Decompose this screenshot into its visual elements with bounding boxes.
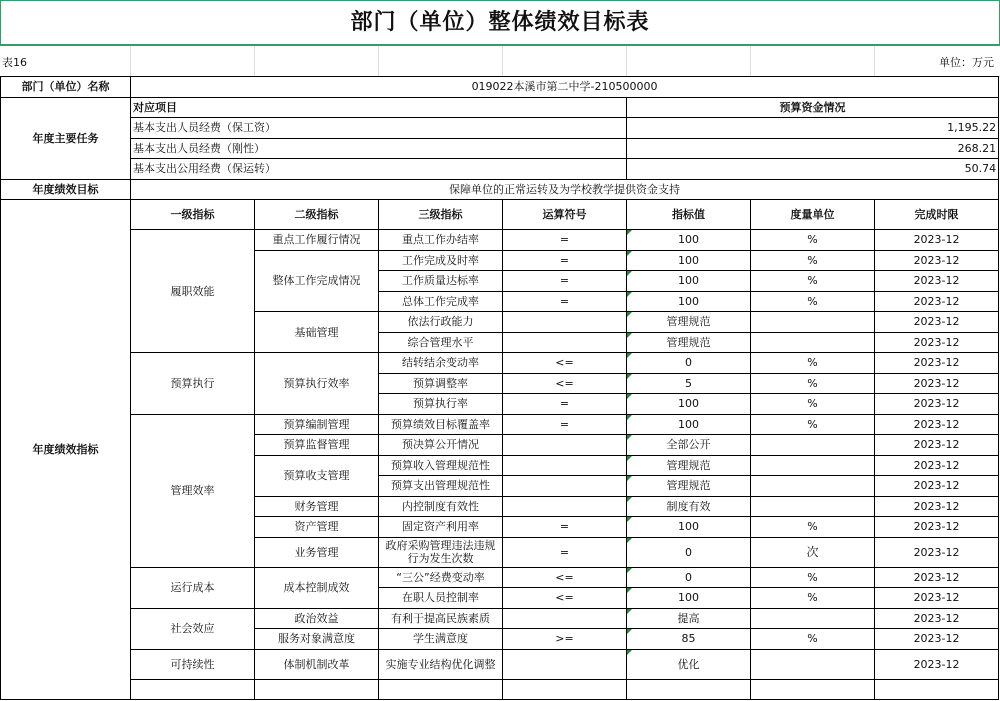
table-row <box>1 414 999 435</box>
indicator-value: 全部公开 <box>627 435 751 456</box>
operator: = <box>503 414 627 435</box>
measure-unit: % <box>751 353 875 374</box>
task-amount: 1,195.22 <box>627 118 999 139</box>
header-grid-row <box>0 46 1000 77</box>
deadline: 2023-12 <box>875 496 999 517</box>
level3-indicator: 总体工作完成率 <box>379 291 503 312</box>
page-title: 部门（单位）整体绩效目标表 <box>0 0 1000 46</box>
measure-unit: % <box>751 250 875 271</box>
indicator-value: 0 <box>627 567 751 588</box>
operator: <= <box>503 588 627 609</box>
table-row-empty <box>1 679 999 700</box>
indicator-value: 优化 <box>627 649 751 679</box>
operator <box>503 312 627 333</box>
deadline: 2023-12 <box>875 250 999 271</box>
deadline: 2023-12 <box>875 394 999 415</box>
indicator-value: 管理规范 <box>627 312 751 333</box>
measure-unit: % <box>751 271 875 292</box>
level3-indicator: 工作质量达标率 <box>379 271 503 292</box>
level3-indicator: 内控制度有效性 <box>379 496 503 517</box>
grid-line <box>378 46 379 76</box>
operator: <= <box>503 373 627 394</box>
grid-line <box>750 46 751 76</box>
deadline: 2023-12 <box>875 455 999 476</box>
deadline: 2023-12 <box>875 517 999 538</box>
col-header-value: 指标值 <box>627 200 751 230</box>
deadline: 2023-12 <box>875 373 999 394</box>
indicator-value: 制度有效 <box>627 496 751 517</box>
level2-indicator: 资产管理 <box>255 517 379 538</box>
goal-label: 年度绩效目标 <box>1 179 131 200</box>
level3-indicator: 依法行政能力 <box>379 312 503 333</box>
measure-unit: % <box>751 414 875 435</box>
col-header-l3: 三级指标 <box>379 200 503 230</box>
indicator-value: 管理规范 <box>627 332 751 353</box>
col-header-unit: 度量单位 <box>751 200 875 230</box>
level3-indicator: 实施专业结构优化调整 <box>379 649 503 679</box>
level2-indicator: 政治效益 <box>255 608 379 629</box>
col-header-l1: 一级指标 <box>131 200 255 230</box>
task-amount: 50.74 <box>627 159 999 180</box>
indicator-value: 100 <box>627 250 751 271</box>
level3-indicator: 结转结余变动率 <box>379 353 503 374</box>
measure-unit <box>751 649 875 679</box>
operator: <= <box>503 353 627 374</box>
indicator-value: 100 <box>627 394 751 415</box>
level2-indicator: 整体工作完成情况 <box>255 250 379 312</box>
task-item: 基本支出人员经费（保工资） <box>131 118 627 139</box>
deadline: 2023-12 <box>875 588 999 609</box>
level2-indicator: 财务管理 <box>255 496 379 517</box>
measure-unit: % <box>751 567 875 588</box>
level3-indicator: 综合管理水平 <box>379 332 503 353</box>
task-budget-header: 预算资金情况 <box>627 97 999 118</box>
deadline: 2023-12 <box>875 567 999 588</box>
measure-unit <box>751 455 875 476</box>
level3-indicator: 预算执行率 <box>379 394 503 415</box>
task-amount: 268.21 <box>627 138 999 159</box>
operator: = <box>503 250 627 271</box>
deadline: 2023-12 <box>875 414 999 435</box>
indicator-value: 100 <box>627 414 751 435</box>
level2-indicator: 业务管理 <box>255 537 379 567</box>
measure-unit: 次 <box>751 537 875 567</box>
indicator-value: 5 <box>627 373 751 394</box>
deadline: 2023-12 <box>875 353 999 374</box>
col-header-op: 运算符号 <box>503 200 627 230</box>
indicator-value: 100 <box>627 230 751 251</box>
measure-unit <box>751 476 875 497</box>
level2-indicator: 预算执行效率 <box>255 353 379 415</box>
operator: = <box>503 517 627 538</box>
col-header-l2: 二级指标 <box>255 200 379 230</box>
deadline: 2023-12 <box>875 312 999 333</box>
operator <box>503 496 627 517</box>
level3-indicator: 预算支出管理规范性 <box>379 476 503 497</box>
task-item: 基本支出公用经费（保运转） <box>131 159 627 180</box>
table-row <box>1 353 999 374</box>
measure-unit: % <box>751 588 875 609</box>
operator <box>503 608 627 629</box>
measure-unit: % <box>751 291 875 312</box>
level1-indicator: 履职效能 <box>131 230 255 353</box>
measure-unit <box>751 435 875 456</box>
operator: = <box>503 394 627 415</box>
level1-indicator: 运行成本 <box>131 567 255 608</box>
measure-unit <box>751 332 875 353</box>
operator <box>503 332 627 353</box>
dept-label: 部门（单位）名称 <box>1 77 131 98</box>
level3-indicator: 重点工作办结率 <box>379 230 503 251</box>
measure-unit: % <box>751 230 875 251</box>
col-header-deadline: 完成时限 <box>875 200 999 230</box>
operator <box>503 435 627 456</box>
operator: = <box>503 230 627 251</box>
operator: = <box>503 537 627 567</box>
level1-indicator: 预算执行 <box>131 353 255 415</box>
grid-line <box>502 46 503 76</box>
indicator-value: 管理规范 <box>627 455 751 476</box>
level2-indicator: 预算监督管理 <box>255 435 379 456</box>
level3-indicator: 预算收入管理规范性 <box>379 455 503 476</box>
deadline: 2023-12 <box>875 476 999 497</box>
measure-unit: % <box>751 373 875 394</box>
indicator-value: 100 <box>627 588 751 609</box>
level1-indicator: 管理效率 <box>131 414 255 567</box>
indicators-label: 年度绩效指标 <box>1 200 131 700</box>
deadline: 2023-12 <box>875 271 999 292</box>
indicator-value: 0 <box>627 537 751 567</box>
level2-indicator: 预算收支管理 <box>255 455 379 496</box>
grid-line <box>254 46 255 76</box>
operator <box>503 649 627 679</box>
task-item: 基本支出人员经费（刚性） <box>131 138 627 159</box>
deadline: 2023-12 <box>875 608 999 629</box>
level3-indicator: “三公”经费变动率 <box>379 567 503 588</box>
level1-indicator: 社会效应 <box>131 608 255 649</box>
operator <box>503 476 627 497</box>
level3-indicator: 固定资产利用率 <box>379 517 503 538</box>
indicator-value: 100 <box>627 271 751 292</box>
performance-table <box>0 76 999 700</box>
measure-unit <box>751 312 875 333</box>
level2-indicator: 重点工作履行情况 <box>255 230 379 251</box>
table-number: 表16 <box>2 56 27 69</box>
deadline: 2023-12 <box>875 537 999 567</box>
measure-unit <box>751 496 875 517</box>
deadline: 2023-12 <box>875 649 999 679</box>
grid-line <box>626 46 627 76</box>
table-row <box>1 649 999 679</box>
level3-indicator: 预算绩效目标覆盖率 <box>379 414 503 435</box>
operator <box>503 455 627 476</box>
level2-indicator: 预算编制管理 <box>255 414 379 435</box>
operator: >= <box>503 629 627 650</box>
grid-line <box>874 46 875 76</box>
operator: <= <box>503 567 627 588</box>
level3-indicator: 预算调整率 <box>379 373 503 394</box>
task-item-header: 对应项目 <box>131 97 627 118</box>
tasks-label: 年度主要任务 <box>1 97 131 179</box>
deadline: 2023-12 <box>875 629 999 650</box>
level3-indicator: 工作完成及时率 <box>379 250 503 271</box>
grid-line <box>130 46 131 76</box>
goal-text: 保障单位的正常运转及为学校教学提供资金支持 <box>131 179 999 200</box>
measure-unit <box>751 608 875 629</box>
level3-indicator: 预决算公开情况 <box>379 435 503 456</box>
measure-unit: % <box>751 629 875 650</box>
deadline: 2023-12 <box>875 291 999 312</box>
indicator-value: 85 <box>627 629 751 650</box>
level3-indicator: 学生满意度 <box>379 629 503 650</box>
level3-indicator: 在职人员控制率 <box>379 588 503 609</box>
level2-indicator: 基础管理 <box>255 312 379 353</box>
unit-label: 单位：万元 <box>939 56 994 69</box>
level3-indicator: 政府采购管理违法违规行为发生次数 <box>379 537 503 567</box>
level2-indicator: 成本控制成效 <box>255 567 379 608</box>
table-row <box>1 608 999 629</box>
table-row <box>1 567 999 588</box>
level3-indicator: 有利于提高民族素质 <box>379 608 503 629</box>
indicator-value: 100 <box>627 517 751 538</box>
level1-indicator: 可持续性 <box>131 649 255 679</box>
operator: = <box>503 291 627 312</box>
dept-name: 019022本溪市第二中学-210500000 <box>131 77 999 98</box>
deadline: 2023-12 <box>875 230 999 251</box>
measure-unit: % <box>751 394 875 415</box>
indicator-value: 管理规范 <box>627 476 751 497</box>
level2-indicator: 体制机制改革 <box>255 649 379 679</box>
deadline: 2023-12 <box>875 435 999 456</box>
measure-unit: % <box>751 517 875 538</box>
table-row <box>1 230 999 251</box>
indicator-value: 提高 <box>627 608 751 629</box>
indicator-value: 100 <box>627 291 751 312</box>
level2-indicator: 服务对象满意度 <box>255 629 379 650</box>
operator: = <box>503 271 627 292</box>
indicator-value: 0 <box>627 353 751 374</box>
deadline: 2023-12 <box>875 332 999 353</box>
